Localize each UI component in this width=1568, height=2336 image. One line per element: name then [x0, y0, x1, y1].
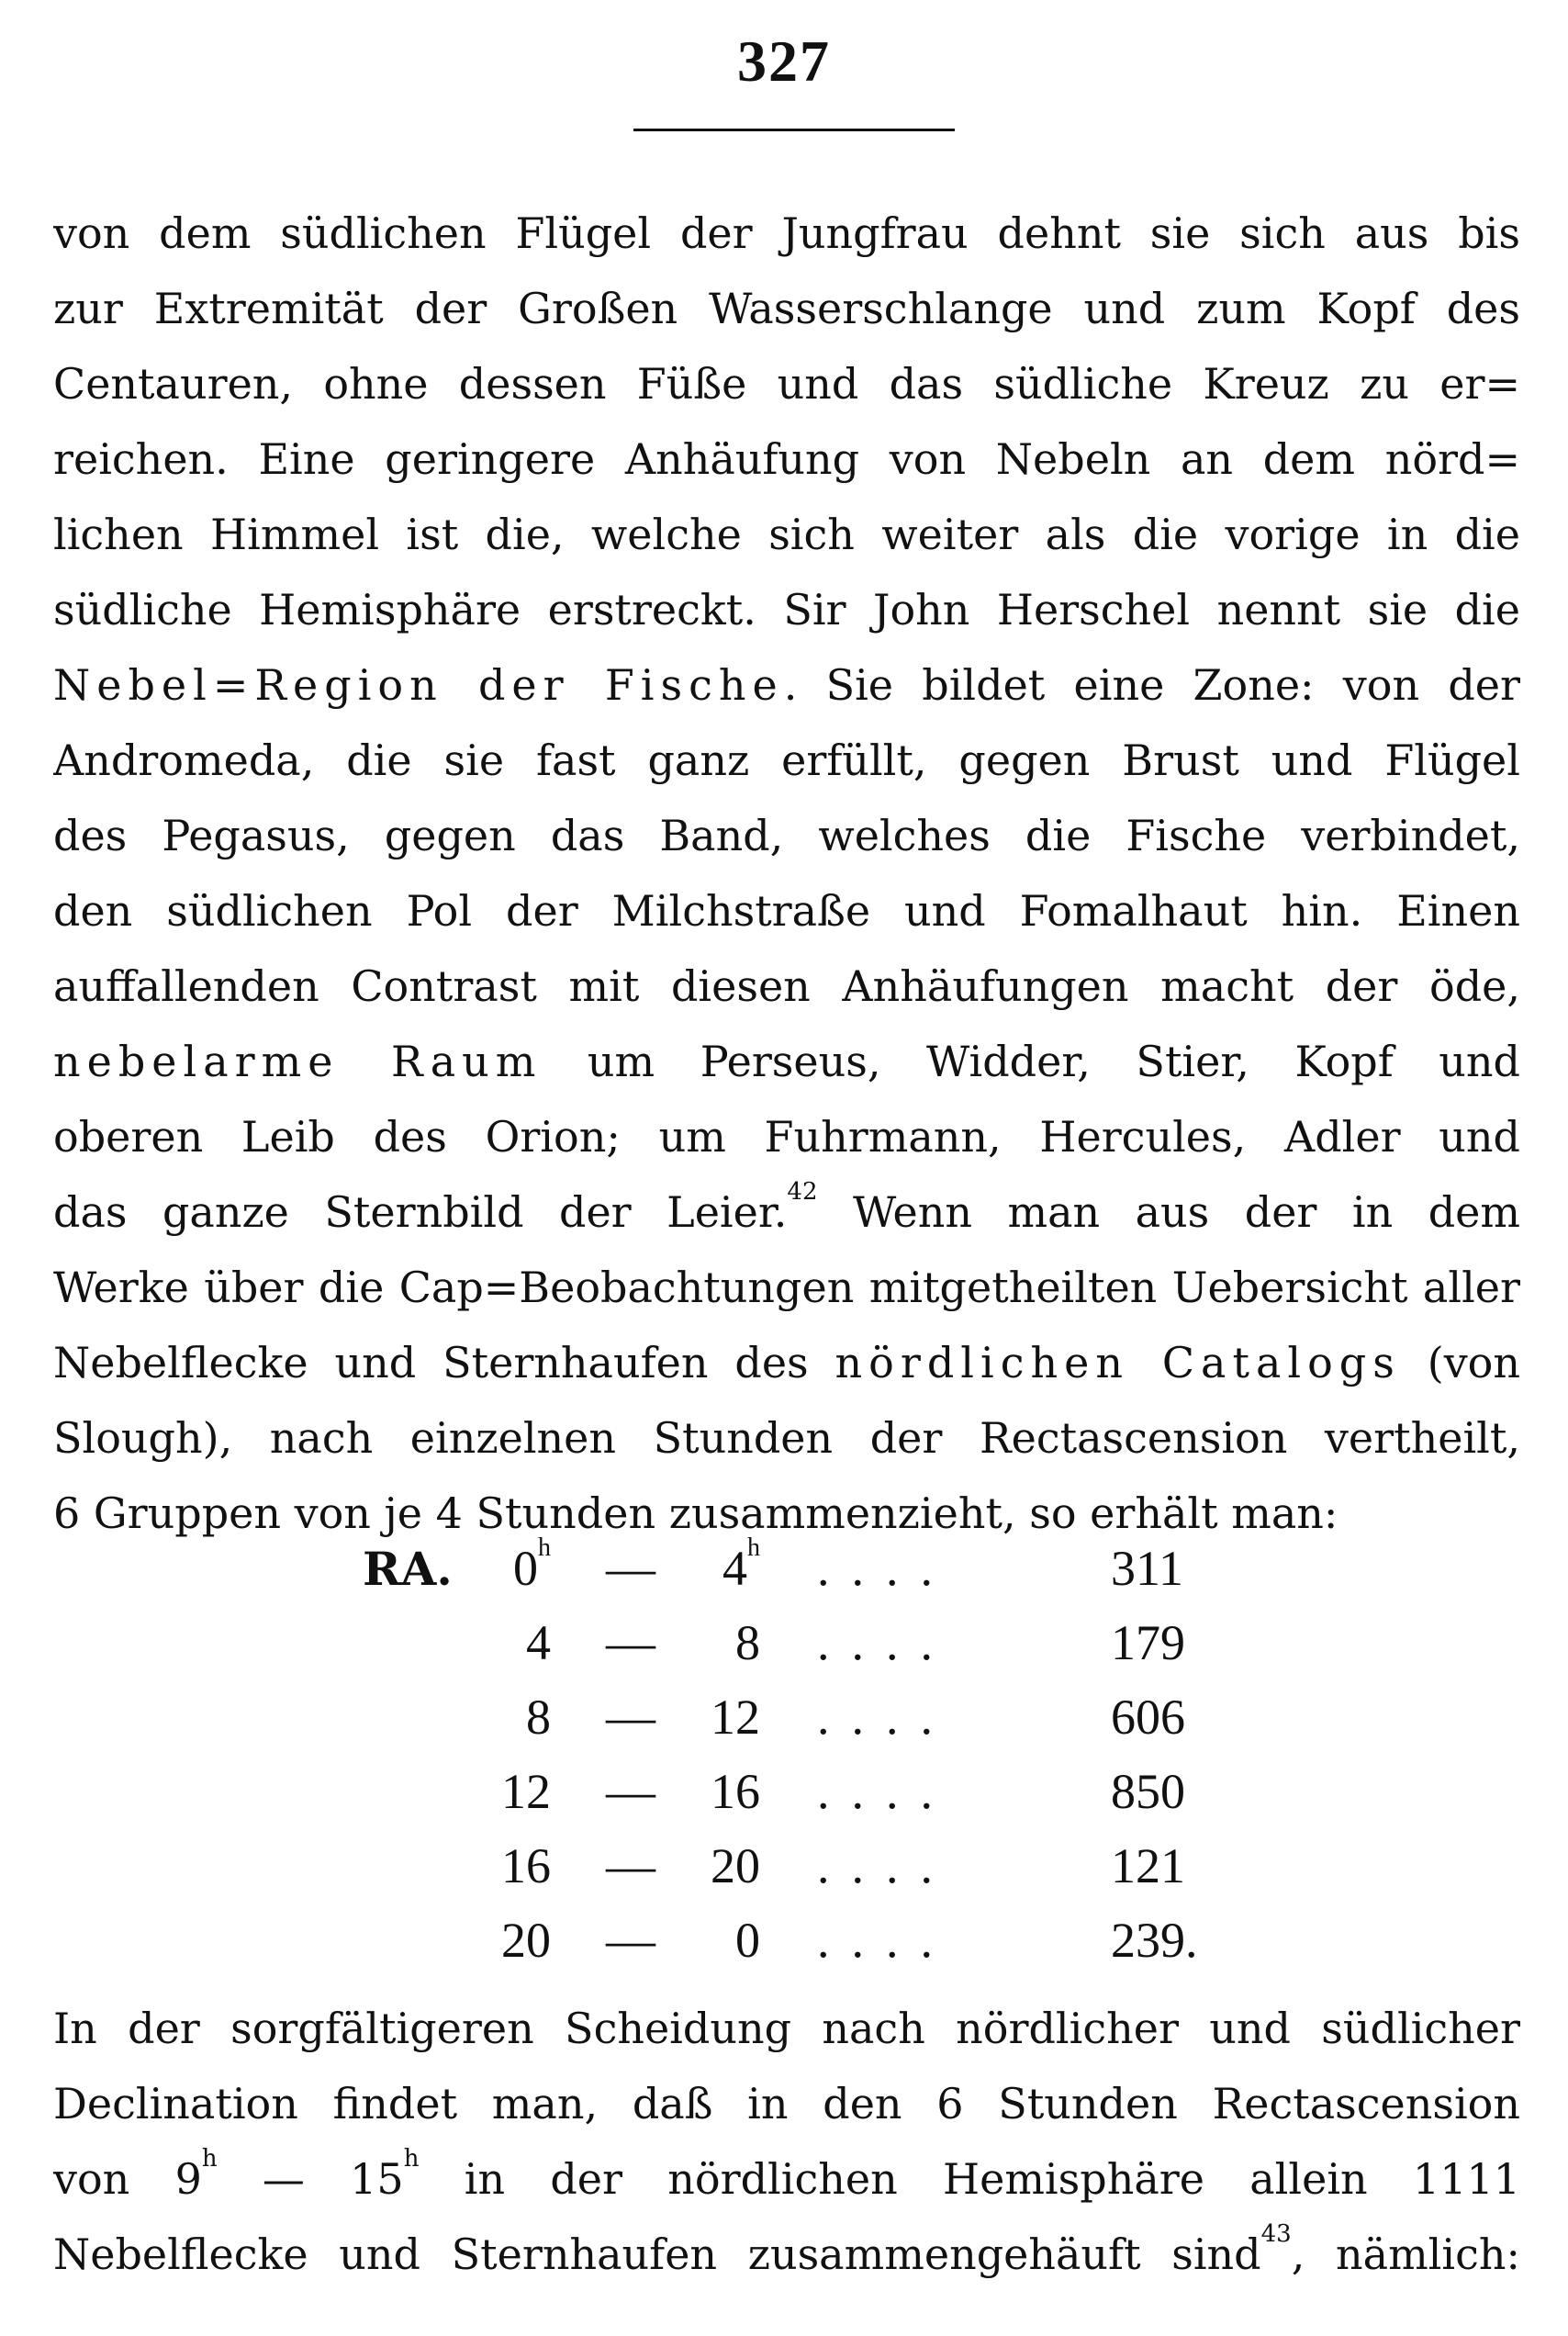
paragraph-1 — [53, 196, 1520, 1551]
nebula-count-table — [0, 1532, 1568, 1978]
nebula-count: 311 — [1111, 1541, 1183, 1596]
text-line — [53, 647, 1520, 723]
text-line: des Pegasus, gegen das Band, welches die Fische verbindet, — [53, 811, 1520, 860]
footnote-ref[interactable]: 42 — [787, 1178, 818, 1206]
dash: — — [606, 1541, 655, 1596]
dash: — — [606, 1838, 655, 1893]
hour-to: 16 — [711, 1764, 760, 1819]
hour-mark: h — [201, 2145, 218, 2173]
hour-to: 12 — [711, 1690, 760, 1745]
table-row — [0, 1904, 1568, 1978]
text-line — [53, 1024, 1520, 1099]
paragraph-2 — [53, 1991, 1520, 2292]
leader-dots: .... — [817, 1764, 955, 1819]
hour-from: 8 — [526, 1690, 551, 1745]
text-line: Declination findet man, daß in den 6 Stunden Rectascension — [53, 2079, 1520, 2128]
dash: — — [606, 1615, 655, 1670]
text-line: oberen Leib des Orion; um Fuhrmann, Hercules, Adler und — [53, 1112, 1520, 1162]
hour-to: 0 — [735, 1913, 760, 1968]
nebula-count: 850 — [1111, 1764, 1185, 1819]
hour-from: 4 — [526, 1615, 551, 1670]
text-run: um Perseus, Widder, Stier, Kopf und — [542, 1037, 1520, 1086]
table-row — [0, 1532, 1568, 1606]
hour-to: 4$^h$ — [722, 1533, 760, 1596]
leader-dots: .... — [817, 1690, 955, 1745]
hour-from: 20 — [501, 1913, 551, 1968]
text-line: südliche Hemisphäre erstreckt. Sir John Herschel nennt sie die — [53, 585, 1520, 635]
text-line — [53, 1174, 1520, 1250]
table-row — [0, 1606, 1568, 1680]
table-row — [0, 1755, 1568, 1829]
nebula-count: 121 — [1111, 1838, 1185, 1893]
text-run: — 15 — [217, 2154, 404, 2204]
leader-dots: .... — [817, 1838, 955, 1893]
dash: — — [606, 1764, 655, 1819]
text-line: Werke über die Cap=Beobachtungen mitgetheilten Uebersicht aller — [53, 1263, 1520, 1312]
table-row — [0, 1680, 1568, 1755]
text-line: reichen. Eine geringere Anhäufung von Nebeln an dem nörd= — [53, 434, 1520, 484]
page-number: 327 — [737, 28, 831, 94]
hour-mark: h — [403, 2145, 420, 2173]
nebula-count: 239. — [1111, 1913, 1198, 1968]
text-run: (von — [1400, 1338, 1520, 1387]
text-line: Centauren, ohne dessen Füße und das südliche Kreuz zu er= — [53, 359, 1520, 409]
text-line: Andromeda, die sie fast ganz erfüllt, gegen Brust und Flügel — [53, 736, 1520, 785]
text-line: lichen Himmel ist die, welche sich weiter als die vorige in die — [53, 510, 1520, 559]
text-run: , nämlich: — [1291, 2229, 1520, 2279]
text-line — [53, 1325, 1520, 1400]
text-run: in der nördlichen Hemisphäre allein 1111 — [419, 2154, 1520, 2204]
hour-from: 12 — [501, 1764, 551, 1819]
footnote-ref[interactable]: 43 — [1260, 2220, 1292, 2248]
text-line — [53, 2217, 1520, 2292]
nebula-count: 606 — [1111, 1690, 1185, 1745]
nebula-count: 179 — [1111, 1615, 1185, 1670]
dash: — — [606, 1690, 655, 1745]
leader-dots: .... — [817, 1913, 955, 1968]
emphasized-term: nebelarme Raum — [53, 1037, 543, 1086]
hour-to: 20 — [711, 1838, 760, 1893]
hour-from: 0$^h$ — [513, 1533, 551, 1596]
text-line: zur Extremität der Großen Wasserschlange und zum Kopf des — [53, 284, 1520, 333]
dash: — — [606, 1913, 655, 1968]
text-line: auffallenden Contrast mit diesen Anhäufungen macht der öde, — [53, 961, 1520, 1011]
emphasized-term: nördlichen Catalogs — [834, 1338, 1401, 1387]
text-line — [53, 2141, 1520, 2217]
leader-dots: .... — [817, 1615, 955, 1670]
text-line: 6 Gruppen von je 4 Stunden zusammenzieht, so erhält man: — [53, 1488, 1338, 1538]
hour-to: 8 — [735, 1615, 760, 1670]
text-line: Slough), nach einzelnen Stunden der Rectascension vertheilt, — [53, 1413, 1520, 1463]
text-run: Wenn man aus der in dem — [817, 1187, 1520, 1237]
text-run: das ganze Sternbild der Leier. — [53, 1187, 788, 1237]
text-run: . Sie bildet eine Zone: von der — [783, 660, 1520, 710]
text-line: den südlichen Pol der Milchstraße und Fomalhaut hin. Einen — [53, 886, 1520, 936]
header-rule — [633, 129, 955, 131]
text-run: Nebelflecke und Sternhaufen des — [53, 1338, 835, 1387]
table-row — [0, 1829, 1568, 1904]
text-run: von 9 — [53, 2154, 202, 2204]
hour-from: 16 — [501, 1838, 551, 1893]
text-run: Nebelflecke und Sternhaufen zusammengehäuft sind — [53, 2229, 1261, 2279]
emphasized-term: Nebel=Region der Fische — [53, 660, 784, 710]
text-line: von dem südlichen Flügel der Jungfrau dehnt sie sich aus bis — [53, 208, 1520, 258]
text-line: In der sorgfältigeren Scheidung nach nördlicher und südlicher — [53, 2004, 1520, 2053]
table-label: RA. — [363, 1542, 453, 1596]
leader-dots: .... — [817, 1541, 955, 1596]
